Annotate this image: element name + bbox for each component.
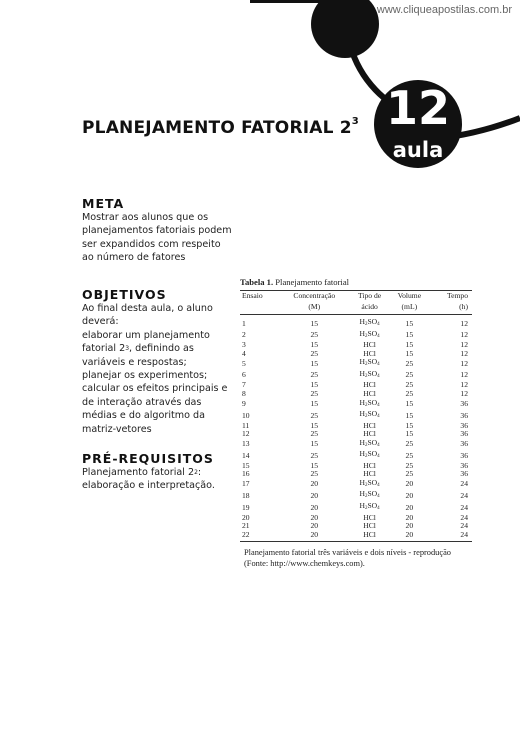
table-cell: 15 bbox=[310, 380, 319, 390]
table-cell: 36 bbox=[460, 450, 468, 460]
table-cell: 4 bbox=[242, 348, 246, 358]
table-cell: 25 bbox=[405, 450, 414, 460]
table-cell: 15 bbox=[310, 340, 319, 350]
table-cell: 25 bbox=[310, 330, 319, 340]
lesson-number: 12 bbox=[385, 81, 450, 135]
table-cell: 20 bbox=[310, 502, 319, 512]
table-cell: 36 bbox=[460, 469, 468, 479]
col-header: Ensaio bbox=[240, 291, 279, 302]
table-cell: 15 bbox=[405, 340, 414, 350]
table-cell: 12 bbox=[460, 330, 468, 340]
table-cell: 25 bbox=[405, 460, 414, 470]
table-cell: 25 bbox=[310, 370, 319, 380]
table-row bbox=[240, 430, 472, 439]
table-row bbox=[240, 422, 472, 431]
table-row bbox=[240, 479, 472, 491]
table-cell: 21 bbox=[242, 521, 250, 531]
table-cell: HCl bbox=[363, 429, 376, 439]
site-url[interactable]: www.cliqueapostilas.com.br bbox=[376, 4, 512, 16]
table-cell: $H_2SO_4$ bbox=[359, 449, 380, 460]
table-cell: 18 bbox=[242, 490, 250, 500]
table-cell: HCl bbox=[363, 512, 376, 522]
table-body bbox=[240, 315, 472, 542]
table-cell: 36 bbox=[460, 420, 468, 430]
table-row bbox=[240, 450, 472, 462]
table-cell: 15 bbox=[405, 429, 414, 439]
table-cell: 6 bbox=[242, 370, 246, 380]
table-row bbox=[240, 462, 472, 471]
table-cell: 11 bbox=[242, 420, 250, 430]
table-cell: $H_2SO_4$ bbox=[359, 501, 380, 512]
table-cell: $H_2SO_4$ bbox=[359, 368, 380, 379]
table-cell: 20 bbox=[310, 490, 319, 500]
table-cell: HCl bbox=[363, 460, 376, 470]
table-cell: 22 bbox=[240, 531, 279, 542]
table-cell: 12 bbox=[460, 380, 468, 390]
table-cell: 15 bbox=[310, 439, 319, 449]
table-cell: 36 bbox=[460, 460, 468, 470]
table-cell: 15 bbox=[405, 399, 414, 409]
table-row bbox=[240, 410, 472, 422]
table-cell: 19 bbox=[242, 502, 250, 512]
table-row bbox=[240, 381, 472, 390]
table-row bbox=[240, 522, 472, 531]
table-row bbox=[240, 315, 472, 330]
table-cell: 20 bbox=[310, 479, 319, 489]
col-header-sub: (mL) bbox=[389, 302, 429, 315]
table-cell: 24 bbox=[460, 521, 468, 531]
table-cell: 25 bbox=[310, 429, 319, 439]
table-row bbox=[240, 514, 472, 523]
table-cell: HCl bbox=[363, 340, 376, 350]
table-cell: 14 bbox=[242, 450, 250, 460]
table-cell: 15 bbox=[242, 460, 250, 470]
table-cell: 25 bbox=[310, 450, 319, 460]
table-row bbox=[240, 470, 472, 479]
table-cell: 9 bbox=[242, 399, 246, 409]
table-cell: $H_2SO_4$ bbox=[359, 328, 380, 339]
table-row bbox=[240, 341, 472, 350]
table-cell: 3 bbox=[242, 340, 246, 350]
col-header: Volume bbox=[389, 291, 429, 302]
col-header-sub: (M) bbox=[279, 302, 350, 315]
table-cell: 15 bbox=[310, 460, 319, 470]
table-cell: 20 bbox=[405, 479, 414, 489]
table-row bbox=[240, 370, 472, 382]
table-cell: 12 bbox=[460, 340, 468, 350]
table-cell: 15 bbox=[310, 399, 319, 409]
table-cell: HCl bbox=[350, 531, 389, 542]
table-row bbox=[240, 390, 472, 399]
table-cell: 24 bbox=[460, 479, 468, 489]
table-cell: 20 bbox=[405, 512, 414, 522]
table-cell: $H_2SO_4$ bbox=[359, 397, 380, 408]
table-cell: 24 bbox=[460, 512, 468, 522]
table-cell: 24 bbox=[460, 490, 468, 500]
col-header: Tempo bbox=[429, 291, 472, 302]
prereq-heading: PRÉ-REQUISITOS bbox=[82, 451, 214, 466]
table-row bbox=[240, 399, 472, 411]
table-cell: 20 bbox=[310, 512, 319, 522]
table-cell: 20 bbox=[405, 502, 414, 512]
table-cell: 15 bbox=[310, 318, 319, 328]
table-row bbox=[240, 358, 472, 370]
table-cell: 25 bbox=[310, 389, 319, 399]
meta-text: Mostrar aos alunos que os planejamentos fatoriais podem ser expandidos com respeito ao número de fatores bbox=[82, 212, 232, 264]
table-cell: 25 bbox=[310, 469, 319, 479]
table-cell: $H_2SO_4$ bbox=[359, 317, 380, 328]
table-cell: HCl bbox=[363, 521, 376, 531]
col-header-sub bbox=[240, 302, 279, 315]
table-cell: 36 bbox=[460, 439, 468, 449]
table-cell: 10 bbox=[242, 410, 250, 420]
table-cell: 25 bbox=[310, 410, 319, 420]
table-cell: HCl bbox=[363, 389, 376, 399]
table-cell: 15 bbox=[405, 348, 414, 358]
table-cell: HCl bbox=[363, 420, 376, 430]
table-cell: HCl bbox=[363, 380, 376, 390]
table-cell: 24 bbox=[460, 502, 468, 512]
table-row bbox=[240, 439, 472, 451]
table-cell: 5 bbox=[242, 358, 246, 368]
table-cell: 20 bbox=[310, 521, 319, 531]
table-cell: 25 bbox=[405, 380, 414, 390]
table-cell: 20 bbox=[279, 531, 350, 542]
table-cell: 36 bbox=[460, 410, 468, 420]
table-row bbox=[240, 531, 472, 542]
table-cell: 36 bbox=[460, 399, 468, 409]
table-cell: $H_2SO_4$ bbox=[359, 437, 380, 448]
table-row bbox=[240, 490, 472, 502]
table-cell: $H_2SO_4$ bbox=[359, 489, 380, 500]
table-caption: Tabela 1. Planejamento fatorial bbox=[240, 277, 350, 287]
table-cell: 12 bbox=[460, 348, 468, 358]
table-cell: 25 bbox=[310, 348, 319, 358]
table-row bbox=[240, 350, 472, 359]
table-cell: 25 bbox=[405, 469, 414, 479]
factorial-table-block bbox=[240, 277, 472, 542]
table-cell: 15 bbox=[310, 420, 319, 430]
table-cell: 25 bbox=[405, 389, 414, 399]
table-cell: 15 bbox=[405, 420, 414, 430]
lesson-label: aula bbox=[392, 138, 444, 162]
table-row bbox=[240, 330, 472, 342]
decorative-circle bbox=[311, 0, 379, 58]
objetivos-heading: OBJETIVOS bbox=[82, 287, 167, 302]
col-header-sub: ácido bbox=[350, 302, 389, 315]
table-cell: 12 bbox=[460, 370, 468, 380]
table-cell: 15 bbox=[405, 410, 414, 420]
table-cell: 20 bbox=[389, 531, 429, 542]
table-cell: 36 bbox=[460, 429, 468, 439]
table-cell: 25 bbox=[405, 370, 414, 380]
table-cell: $H_2SO_4$ bbox=[359, 409, 380, 420]
table-cell: 12 bbox=[460, 389, 468, 399]
table-note: Planejamento fatorial três variáveis e dois níveis - reprodução (Fonte: http://www.chemkeys.com). bbox=[244, 548, 451, 568]
table-cell: 25 bbox=[405, 439, 414, 449]
table-cell: 20 bbox=[405, 490, 414, 500]
table-row bbox=[240, 502, 472, 514]
table-cell: 20 bbox=[405, 521, 414, 531]
table-cell: 16 bbox=[242, 469, 250, 479]
table-cell: 24 bbox=[429, 531, 472, 542]
col-header: Concentração bbox=[279, 291, 350, 302]
table-cell: HCl bbox=[363, 469, 376, 479]
table-cell: 12 bbox=[460, 318, 468, 328]
page-title: PLANEJAMENTO FATORIAL $2^3$ bbox=[82, 116, 359, 138]
table-cell: 8 bbox=[242, 389, 246, 399]
table-cell: HCl bbox=[363, 348, 376, 358]
table-cell: 25 bbox=[405, 358, 414, 368]
table-cell: 12 bbox=[460, 358, 468, 368]
prereq-text: Planejamento fatorial $2^2$: elaboração e interpretação. bbox=[82, 467, 215, 492]
meta-heading: META bbox=[82, 196, 125, 211]
col-header: Tipo de bbox=[350, 291, 389, 302]
factorial-table bbox=[240, 290, 472, 542]
table-cell: 20 bbox=[242, 512, 250, 522]
table-cell: 15 bbox=[310, 358, 319, 368]
table-cell: 1 bbox=[242, 318, 246, 328]
table-cell: 2 bbox=[242, 330, 246, 340]
table-cell: 13 bbox=[242, 439, 250, 449]
table-cell: 15 bbox=[405, 318, 414, 328]
table-cell: 12 bbox=[242, 429, 250, 439]
title-exponent: 3 bbox=[351, 116, 359, 127]
table-cell: 17 bbox=[242, 479, 250, 489]
objetivos-text: Ao final desta aula, o aluno deverá: elaborar um planejamento fatorial $2^3$, definindo as variáveis e respostas; planejar os experimentos; calcular os efeitos principais e de interação através das médias e do algoritmo da matriz-vetores bbox=[82, 303, 228, 435]
table-cell: $H_2SO_4$ bbox=[359, 357, 380, 368]
table-cell: 7 bbox=[242, 380, 246, 390]
table-cell: 15 bbox=[405, 330, 414, 340]
table-cell: $H_2SO_4$ bbox=[359, 477, 380, 488]
col-header-sub: (h) bbox=[429, 302, 472, 315]
